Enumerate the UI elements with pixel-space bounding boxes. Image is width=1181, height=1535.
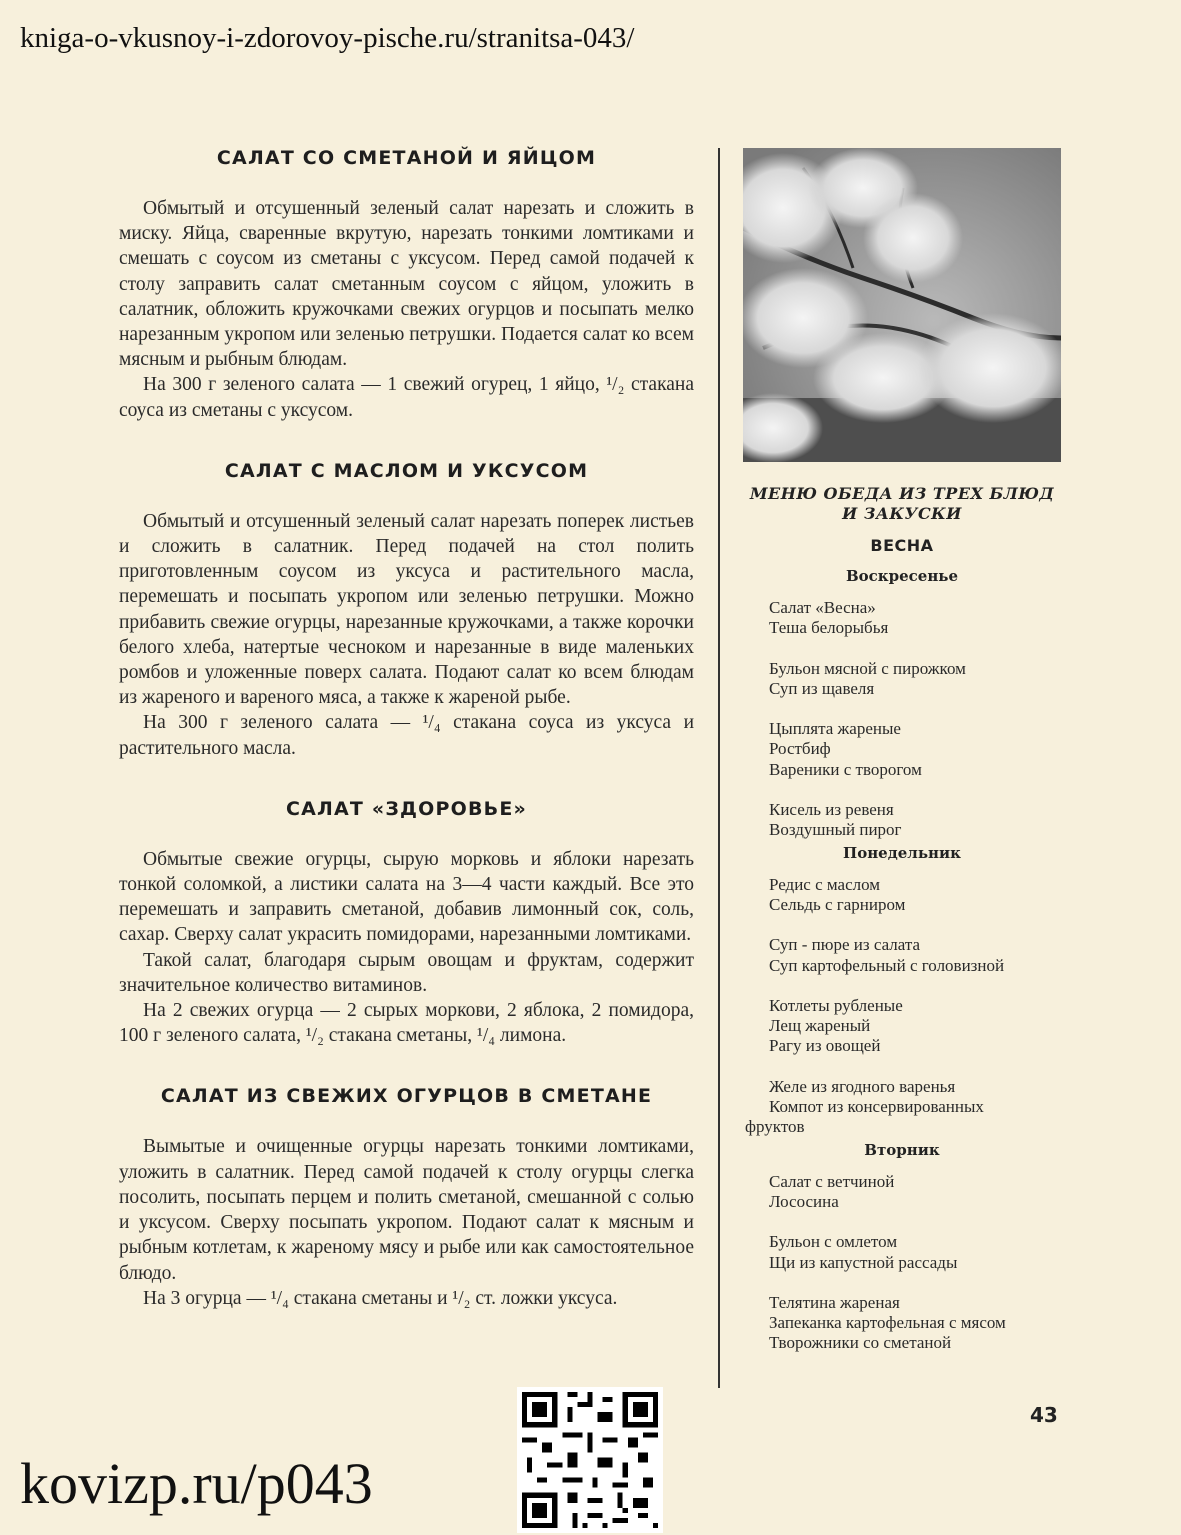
menu-dish: Бульон мясной с пирожком	[769, 658, 966, 678]
menu-dish: Ростбиф	[769, 739, 831, 759]
menu-dish: Желе из ягодного варенья	[769, 1076, 956, 1096]
recipe-proportions: На 300 г зеленого салата — 1 свежий огурец, 1 яйцо, ¹/₂ стакана соуса из сметаны с уксусом.	[119, 374, 694, 421]
recipe-title: САЛАТ С МАСЛОМ И УКСУСОМ	[224, 459, 589, 482]
menu-dish: Бульон с омлетом	[769, 1232, 898, 1252]
menu-dish: Лещ жареный	[769, 1016, 871, 1036]
menu-dish: Салат «Весна»	[769, 598, 876, 617]
menu-dish: Рагу из овощей	[769, 1036, 881, 1056]
recipe-text: Обмытые свежие огурцы, сырую морковь и яблоки нарезать тонкой соломкой, а листики салата на 3—4 части каждый. Все это перемешать и заправить сметаной, добавив лимонный сок, соль, сахар. Сверху салат украсить помидорами, нарезанными ломтиками.	[119, 848, 694, 946]
menu-dish: Кисель из ревеня	[769, 800, 894, 820]
page-number: 43	[1030, 1403, 1058, 1427]
recipe-note: Такой салат, благодаря сырым овощам и фруктам, содержит значительное количество витаминов.	[119, 949, 694, 996]
recipe-title: САЛАТ «ЗДОРОВЬЕ»	[285, 797, 528, 820]
recipe-text: Обмытый и отсушенный зеленый салат нарезать и сложить в миску. Яйца, сваренные вкрутую, нарезать тонкими ломтиками и смешать с соусом из сметаны с уксусом. Перед самой подачей к столу заправить салат сметанным соусом с яйцом, уложить в салатник, обложить кружочками свежих огурцов и посыпать мелко нарезанным укропом или зеленью петрушки. Подается салат ко всем мясным и рыбным блюдам.	[119, 198, 694, 371]
menu-dish: Творожники со сметаной	[769, 1333, 952, 1353]
menu-title-line: И ЗАКУСКИ	[842, 504, 962, 523]
menu-dish: Воздушный пирог	[769, 820, 902, 840]
recipe-text: Обмытый и отсушенный зеленый салат нарезать поперек листьев и сложить в салатник. Перед подачей на стол полить приготовленным соусом из уксуса и растительного масла, перемешать и посыпать укропом или зеленью петрушки. Можно прибавить свежие огурцы, нарезанные кружочками, а также корочки белого хлеба, натертые чесноком и нарезанные в виде маленьких ромбов и уложенные поверх салата. Подают салат ко всем блюдам из жареного и вареного мяса, а также к жареной рыбе.	[119, 510, 694, 709]
menu-dish: Цыплята жареные	[769, 719, 901, 739]
menu-dish: Вареники с творогом	[769, 759, 922, 779]
blossom-photo	[743, 148, 1061, 462]
menu-dish: Щи из капустной рассады	[769, 1252, 958, 1272]
recipes-column	[119, 146, 694, 1311]
menu-column	[743, 148, 1061, 1354]
menu-dish: Редис с маслом	[769, 874, 881, 894]
menu-title	[743, 484, 1061, 524]
menu-title-line: МЕНЮ ОБЕДА ИЗ ТРЕХ БЛЮД	[749, 484, 1055, 503]
menu-dish: Котлеты рубленые	[769, 995, 903, 1015]
menu-dish: Сельдь с гарниром	[769, 894, 906, 914]
menu-dish: Запеканка картофельная с мясом	[769, 1313, 1006, 1333]
recipe-title: САЛАТ СО СМЕТАНОЙ И ЯЙЦОМ	[216, 147, 597, 169]
day-heading: Вторник	[864, 1140, 940, 1159]
menu-dish: Теша белорыбья	[769, 618, 889, 638]
qr-code-icon[interactable]	[517, 1387, 663, 1533]
day-heading: Понедельник	[843, 843, 961, 862]
season-heading: ВЕСНА	[870, 536, 934, 555]
day-heading: Воскресенье	[845, 567, 959, 585]
recipe-text: Вымытые и очищенные огурцы нарезать тонкими ломтиками, уложить в салатник. Перед самой подачей к столу огурцы слегка посолить, посыпать перцем и полить сметаной, смешанной с солью и уксусом. Сверху посыпать укропом. Подают салат к мясным и рыбным котлетам, к жареному мясу и рыбе или как самостоятельное блюдо.	[119, 1136, 694, 1284]
menu-dish: Лососина	[769, 1191, 839, 1211]
menu-dish: Суп - пюре из салата	[769, 935, 921, 955]
recipe-proportions: На 2 свежих огурца — 2 сырых моркови, 2 яблока, 2 помидора, 100 г зеленого салата, ¹/₂ стакана сметаны, ¹/₄ лимона.	[119, 1000, 694, 1047]
column-divider	[718, 148, 720, 1388]
menu-dish: Салат с ветчиной	[769, 1171, 895, 1191]
menu-dish: Компот из консервированных фруктов	[745, 1097, 984, 1137]
menu-dish: Телятина жареная	[769, 1292, 900, 1312]
recipe-proportions: На 3 огурца — ¹/₄ стакана сметаны и ¹/₂ ст. ложки уксуса.	[143, 1287, 618, 1309]
recipe-proportions: На 300 г зеленого салата — ¹/₄ стакана соуса из уксуса и растительного масла.	[119, 712, 694, 759]
short-url-link[interactable]: kovizp.ru/p043	[20, 1451, 373, 1516]
menu-dish: Суп из щавеля	[769, 678, 875, 698]
menu-dish: Суп картофельный с головизной	[769, 955, 1005, 975]
recipe-title: САЛАТ ИЗ СВЕЖИХ ОГУРЦОВ В СМЕТАНЕ	[160, 1085, 653, 1108]
source-url[interactable]: kniga-o-vkusnoy-i-zdorovoy-pische.ru/stranitsa-043/	[20, 22, 635, 54]
